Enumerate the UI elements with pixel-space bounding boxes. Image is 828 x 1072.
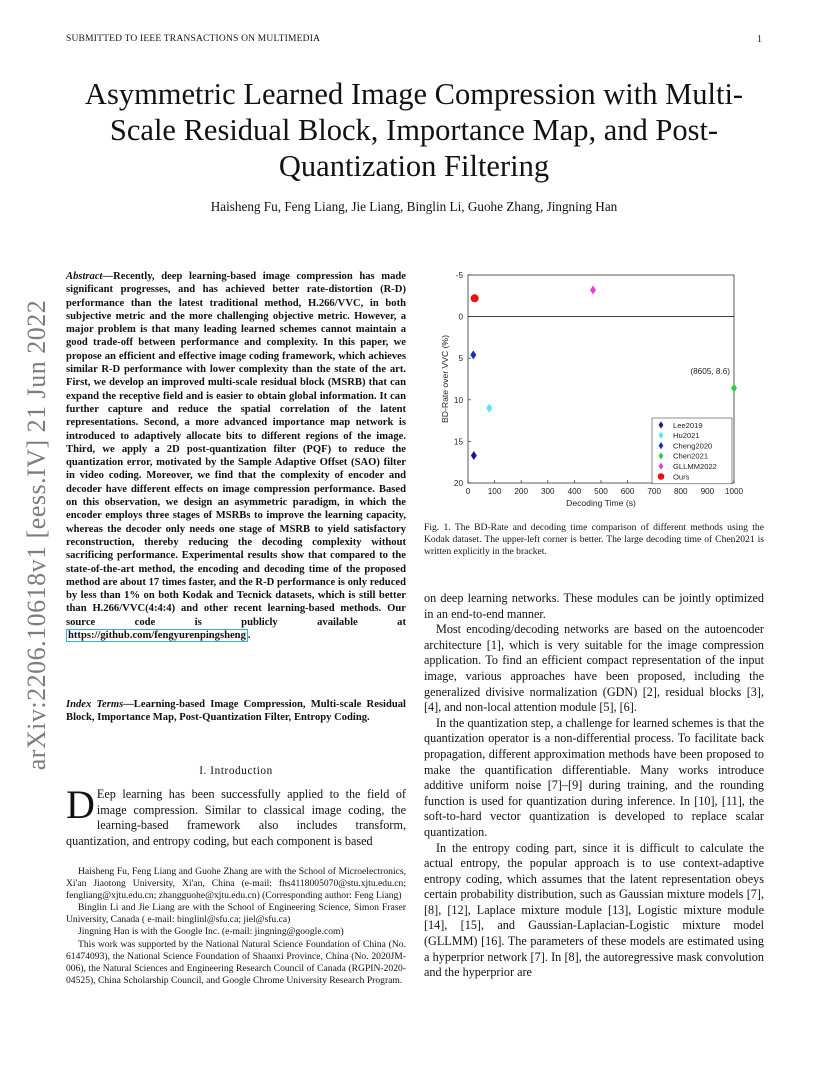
legend-label-cheng2020: Cheng2020: [673, 441, 713, 451]
abstract-end: .: [247, 630, 251, 642]
abstract-label: Abstract: [66, 271, 103, 282]
x-axis-label: Decoding Time (s): [566, 498, 636, 508]
intro-paragraph: [66, 782, 406, 849]
y-tick-label: 5: [458, 354, 463, 364]
legend-label-chen2021: Chen2021: [673, 451, 709, 461]
paragraph: Most encoding/decoding networks are based on the autoencoder architecture [1], which is very suitable for the image compression application. To find an efficient compact representation of the input image, various approaches have been proposed, including the generalized divisive normalization (GDN) [2], residual blocks [3], [4], and non-local attention module [5], [6].: [424, 622, 764, 715]
right-column-text: [424, 591, 764, 981]
y-tick-label: -5: [455, 271, 463, 280]
paragraph: on deep learning networks. These modules can be jointly optimized in an end-to-end manner.: [424, 591, 764, 621]
footnote-affiliation-1: Haisheng Fu, Feng Liang and Guohe Zhang are with the School of Microelectronics, Xi'an Jiaotong University, Xi'an, China (e-mail: fhs4118005070@stu.xjtu.edu.cn; fengliang@xjtu.edu.cn; zhangguohe@xjtu.edu.cn) (Corresponding author: Feng Liang): [66, 866, 406, 902]
figure-caption: Fig. 1. The BD-Rate and decoding time comparison of different methods using the Kodak dataset. The upper-left corner is better. The large decoding time of Chen2021 is written explicitly in the bracket.: [424, 522, 764, 558]
y-tick-label: 15: [453, 437, 463, 447]
legend-label-ours: Ours: [673, 472, 690, 482]
drop-cap: D: [66, 782, 95, 827]
x-tick-label: 900: [700, 487, 715, 496]
arxiv-stamp: [20, 290, 54, 780]
x-tick-label: 300: [540, 487, 555, 496]
abstract: [66, 270, 406, 642]
index-terms-text: —Learning-based Image Compression, Multi-scale Residual Block, Importance Map, Post-Quantization Filter, Entropy Coding.: [66, 699, 406, 724]
legend-label-gllmm2022: GLLMM2022: [673, 462, 717, 471]
y-tick-label: 10: [453, 395, 463, 405]
y-tick-label: 0: [458, 312, 463, 322]
footnote-affiliation-2: Binglin Li and Jie Liang are with the School of Engineering Science, Simon Fraser University, Canada ( e-mail: binglinl@sfu.ca; jiel@sfu.ca): [66, 902, 406, 926]
paragraph: In the quantization step, a challenge for learned schemes is that the quantization operator is a non-differential process. To facilitate back propagation, different approximation methods have been proposed to make the quantification differentiable. Many works introduce additive uniform noise [7]–[9] during training, and the rounding function is used for quantization during inference. In [10], [11], the soft-to-hard vector quantization is developed to replace scalar quantization.: [424, 715, 764, 839]
chen2021-annotation: (8605, 8.6): [690, 367, 730, 377]
section-heading: I. Introduction: [199, 765, 273, 777]
index-terms-label: Index Terms: [66, 699, 124, 710]
x-tick-label: 500: [594, 487, 608, 496]
legend-label-hu2021: Hu2021: [673, 431, 700, 441]
abstract-text: —Recently, deep learning-based image compression has made significant progresses, and has achieved better rate-distortion (R-D) performance than the latest traditional method, H.266/VVC, in both subjective metric and the more challenging objective metric. However, a major problem is that many leading learned schemes cannot maintain a good trade-off between performance and complexity. In this paper, we propose an efficient and effective image coding framework, which achieves similar R-D performance with lower complexity than the state of the art. First, we develop an improved multi-scale residual block (MSRB) that can expand the receptive field and is easier to obtain global information. It can further capture and reduce the spatial correlation of the latent representations. Second, a more advanced importance map network is introduced to adaptively allocate bits to different regions of the image. Third, we apply a 2D post-quantization filter (PQF) to reduce the quantization error, motivated by the Sample Adaptive Offset (SAO) filter in video coding. Moreover, we find that the complexity of encoder and decoder have different effects on image compression performance. Based on this observation, we design an asymmetric paradigm, in which the encoder employs three stages of MSRBs to improve the learning capacity, whereas the decoder only needs one stage of MSRB to yield satisfactory reconstruction, thereby reducing the decoding complexity without sacrificing performance. Experimental results show that compared to the state-of-the-art method, the encoding and decoding time of the proposed method are about 17 times faster, and the R-D performance is only reduced by less than 1% on both Kodak and Tecnick datasets, which is still better than H.266/VVC(4:4:4) and other recent learning-based methods. Our source code is publicly available at: [66, 271, 406, 628]
x-tick-label: 600: [620, 487, 635, 496]
intro-text: Eep learning has been successfully applied to the field of image compression. Similar to classical image coding, the learning-based framework also includes transform, quantization, and entropy coding, but each component is based: [66, 787, 406, 848]
bd-rate-scatter-chart: [424, 266, 764, 511]
arxiv-stamp-text: arXiv:2206.10618v1 [eess.IV] 21 Jun 2022: [22, 299, 51, 771]
y-tick-label: 20: [453, 479, 463, 488]
source-code-link[interactable]: https://github.com/fengyurenpingsheng: [68, 630, 246, 642]
footnote-funding: This work was supported by the National Natural Science Foundation of China (No. 61474093), the National Science Foundation of Shaanxi Province, China (No. 2020JM-006), the Natural Sciences and Engineering Research Council of Canada (RGPIN-2020-04525), China Scholarship Council, and Google Chrome University Research Program.: [66, 938, 406, 986]
x-tick-label: 0: [465, 487, 471, 496]
paper-title: Asymmetric Learned Image Compression with Multi-Scale Residual Block, Importance Map, and Post-Quantization Filtering: [84, 77, 744, 183]
legend-marker-ours: [658, 473, 665, 480]
running-header: SUBMITTED TO IEEE TRANSACTIONS ON MULTIMEDIA: [66, 34, 321, 44]
x-tick-label: 800: [673, 487, 688, 496]
footnote-affiliation-3: Jingning Han is with the Google Inc. (e-mail: jingning@google.com): [78, 926, 344, 938]
x-tick-label: 100: [487, 487, 502, 496]
legend-label-lee2019: Lee2019: [673, 420, 703, 430]
x-tick-label: 200: [514, 487, 529, 496]
y-axis-label: BD-Rate over VVC (%): [440, 335, 450, 423]
data-point-ours: [471, 294, 479, 302]
x-tick-label: 700: [647, 487, 662, 496]
index-terms: [66, 698, 406, 725]
x-tick-label: 1000: [724, 487, 744, 496]
author-list: Haisheng Fu, Feng Liang, Jie Liang, Binglin Li, Guohe Zhang, Jingning Han: [210, 199, 618, 214]
paragraph: In the entropy coding part, since it is difficult to calculate the actual entropy, the popular approach is to use context-adaptive entropy coding, which assumes that the latent representation obeys certain probability distribution, such as Gaussian mixture models [7], [8], [12], Laplace mixture module [13], Logistic mixture module [14], [15], and Gaussian-Laplacian-Logistic mixture model (GLLMM) [16]. The parameters of these models are estimated using a hyperprior network [7]. In [8], the autoregressive mask convolution and the hyperprior are: [424, 840, 764, 980]
page-number: 1: [757, 34, 762, 45]
x-tick-label: 400: [567, 487, 582, 496]
footnotes: [66, 866, 406, 987]
